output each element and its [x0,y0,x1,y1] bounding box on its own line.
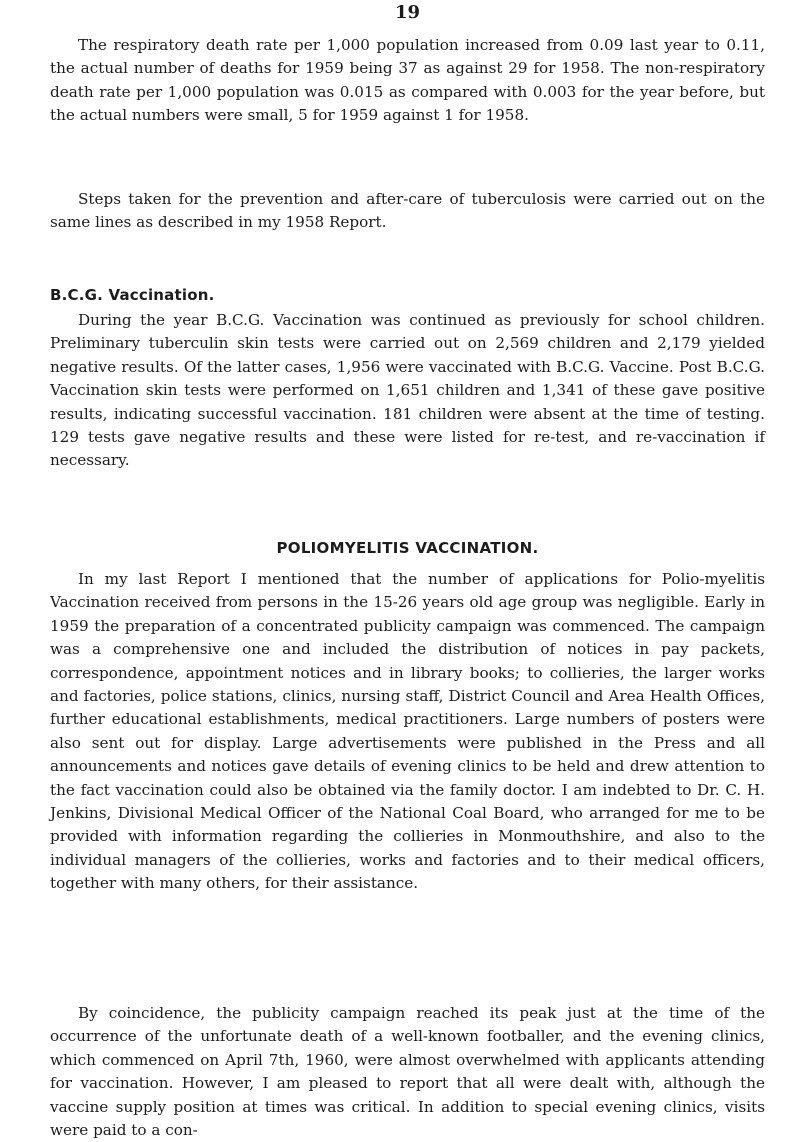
coincidence-paragraph: By coincidence, the publicity campaign reached its peak just at the time of the occurrence of the unfortunate death of a well-known footballer, and the evening clinics, which commenced on April 7th, 1960, were almost overwhelmed with applicants attending for vaccination. However, I am pleased to report that all were dealt with, although the vaccine supply position at times was critical. In addition to special evening clinics, visits were paid to a con- [50,1004,765,1140]
respiratory-paragraph: The respiratory death rate per 1,000 population increased from 0.09 last year to 0.11, the actual number of deaths for 1959 being 37 as against 29 for 1958. The non-respiratory death rate per 1,000 population was 0.015 as compared with 0.003 for the year before, but the actual numbers were small, 5 for 1959 against 1 for 1958. [50,36,765,125]
polio-paragraph: In my last Report I mentioned that the number of applications for Polio-myelitis Vaccination received from persons in the 15-26 years old age group was negligible. Early in 1959 the preparation of a concentrated publicity campaign was commenced. The campaign was a comprehensive one and included the distribution of notices in pay packets, correspondence, appointment notices and in library books; to collieries, the larger works and factories, police stations, clinics, nursing staff, District Council and Area Health Offices, further educational establishments, medical practitioners. Large numbers of posters were also sent out for display. Large advertisements were published in the Press and all announcements and notices gave details of evening clinics to be held and drew attention to the fact vaccination could also be obtained via the family doctor. I am indebted to Dr. C. H. Jenkins, Divisional Medical Officer of the National Coal Board, who arranged for me to be provided with information regarding the collieries in Monmouthshire, and also to the individual managers of the collieries, works and factories and to their medical officers, together with many others, for their assistance. [50,570,765,893]
page-number: 19 [394,2,421,23]
bcg-paragraph: During the year B.C.G. Vaccination was continued as previously for school children. Preliminary tuberculin skin tests were carried out on 2,569 children and 2,179 yielded negative results. Of the latter cases, 1,956 were vaccinated with B.C.G. Vaccine. Post B.C.G. Vaccination skin tests were performed on 1,651 children and 1,341 of these gave positive results, indicating successful vaccination. 181 children were absent at the time of testing. 129 tests gave negative results and these were listed for re-test, and re-vaccination if necessary. [50,311,765,470]
polio-heading: POLIOMYELITIS VACCINATION. [276,539,539,557]
prevention-paragraph: Steps taken for the prevention and after-care of tuberculosis were carried out on the same lines as described in my 1958 Report. [50,190,765,232]
bcg-heading: B.C.G. Vaccination. [50,286,215,304]
document-page [50,0,765,1140]
